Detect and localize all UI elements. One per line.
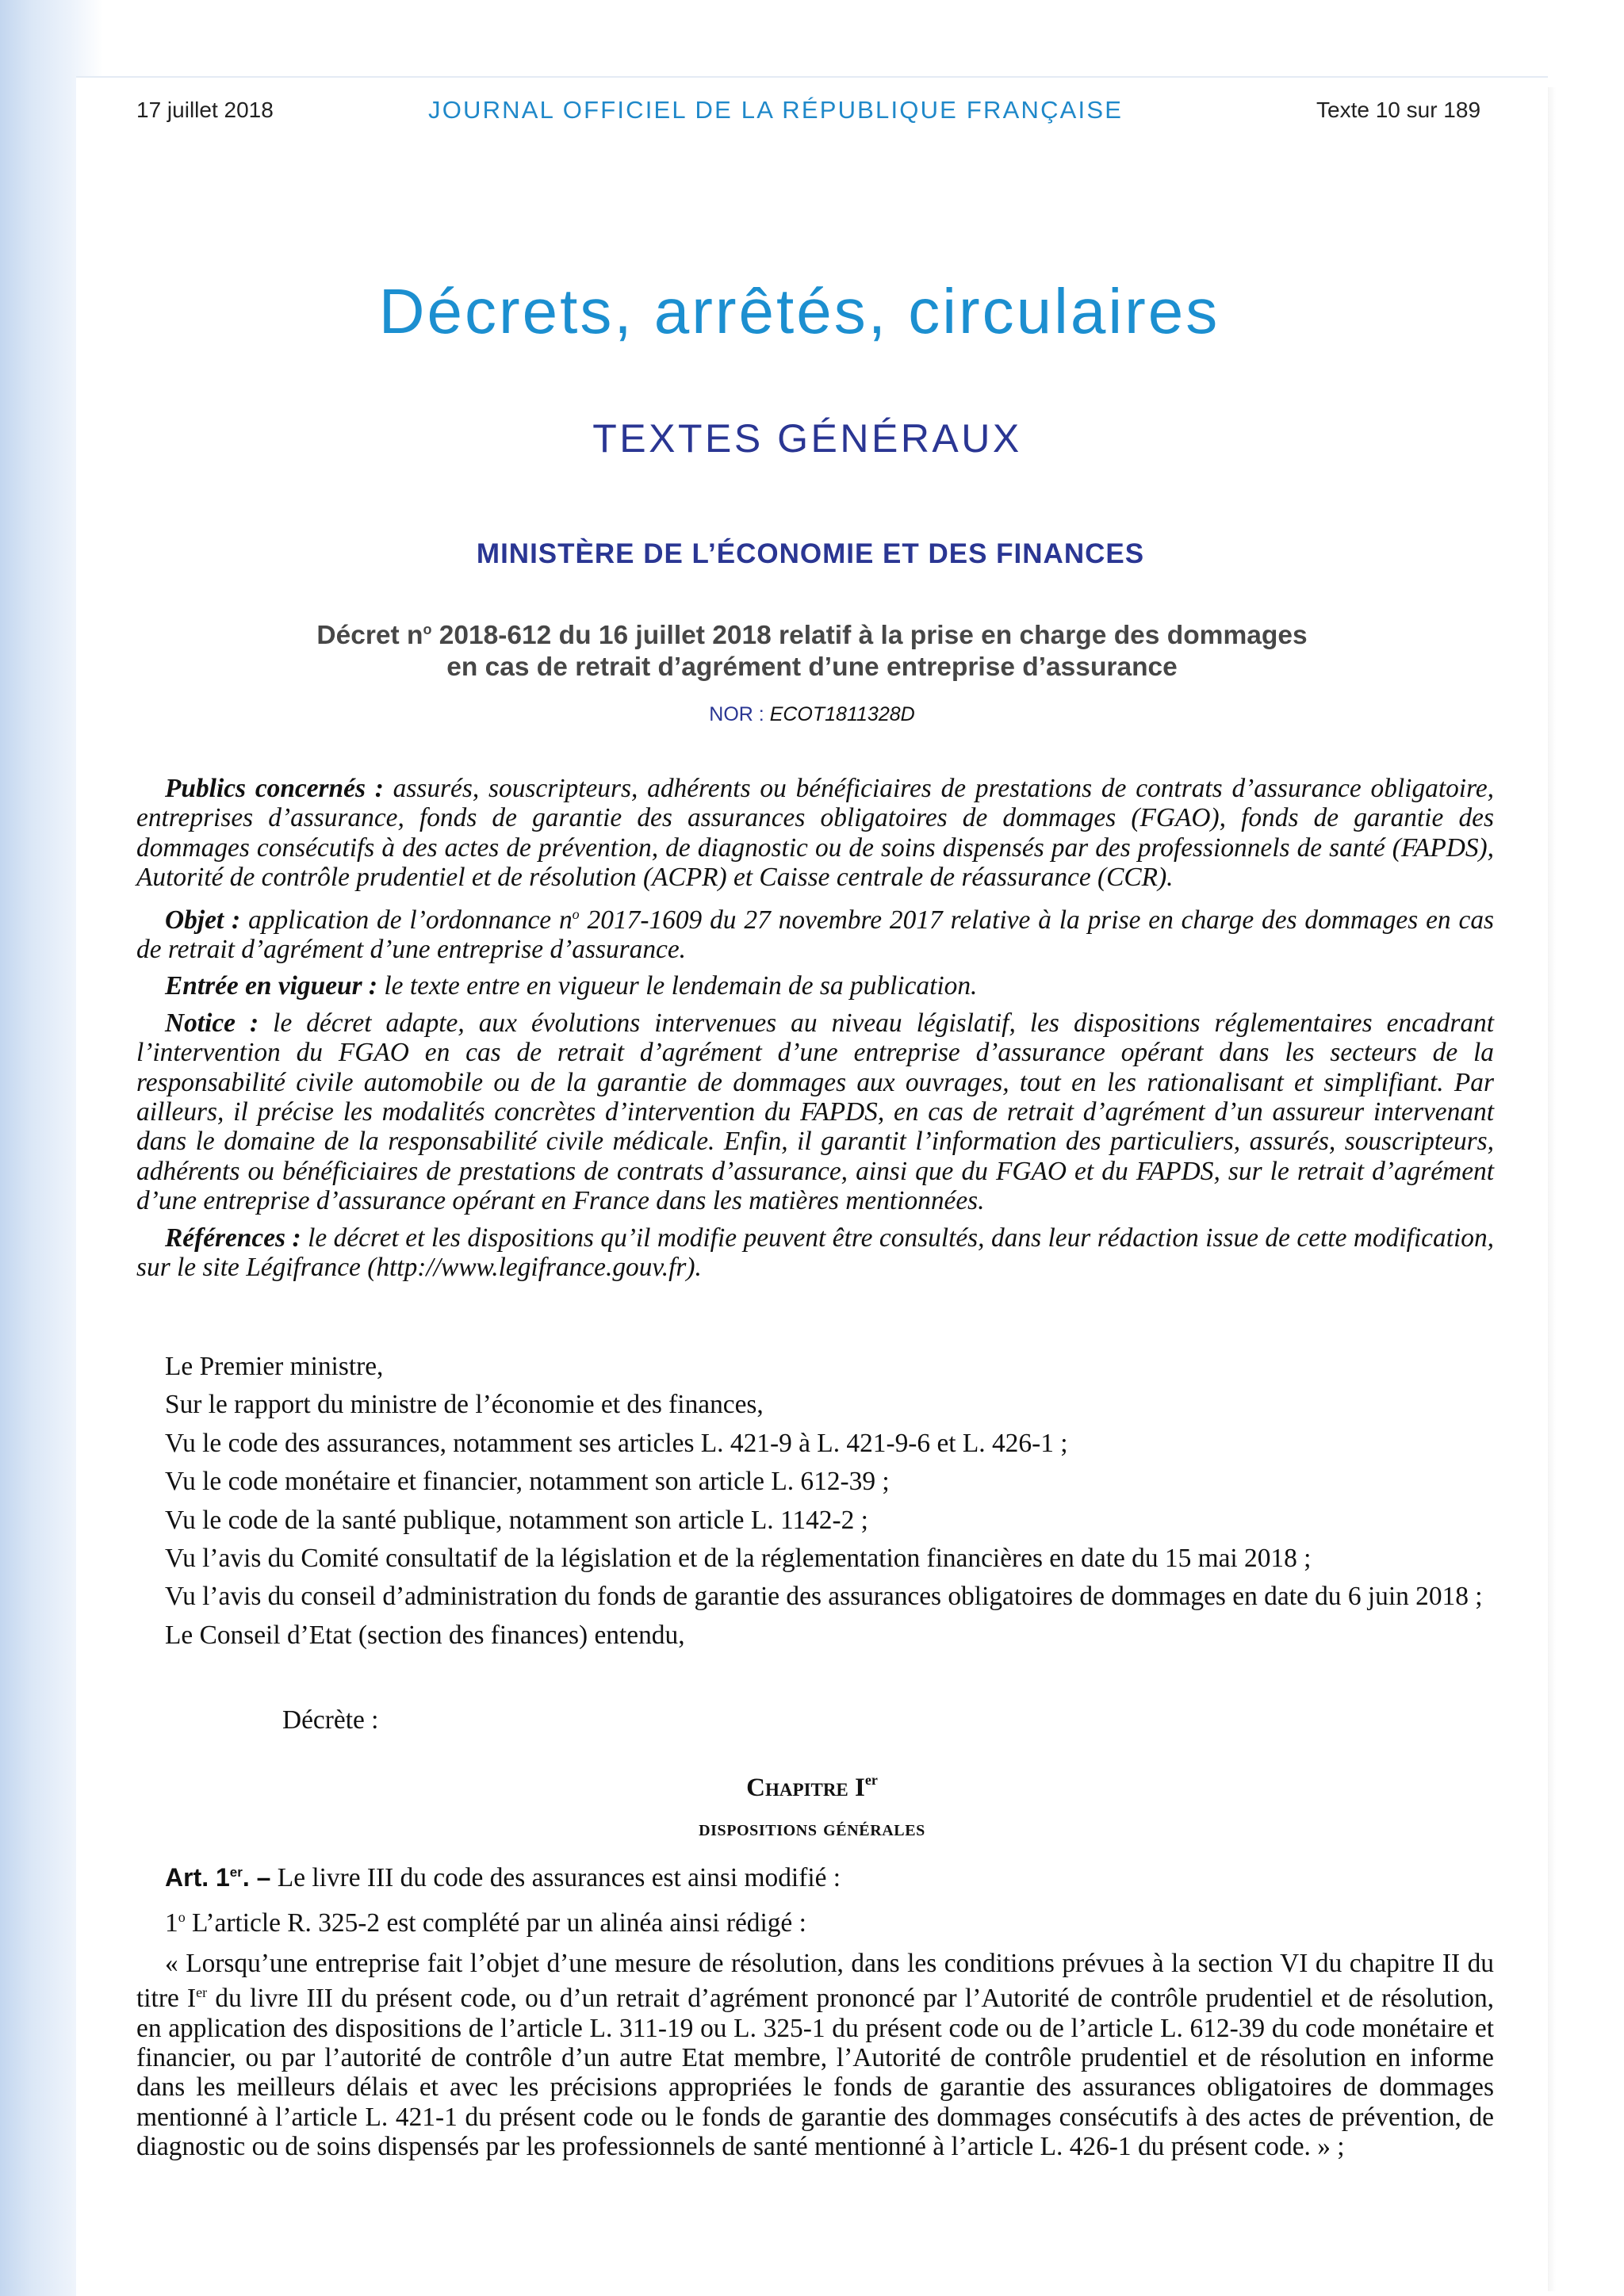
visa-paragraph: Vu l’avis du conseil d’administration du fonds de garantie des assurances obligatoires de dommages en date du 6 juin 2018 ; (165, 1582, 1483, 1612)
article-1 (136, 1858, 1494, 2172)
decree-title-prefix: Décret n (316, 621, 423, 650)
decree-title (0, 614, 1624, 683)
visa-paragraph: Le Premier ministre, (165, 1352, 384, 1381)
article-1-quote-b: du livre III du présent code, ou d’un retrait d’agrément prononcé par l’Autorité de contrôle prudentiel et de résolution, en application des dispositions de l’article L. 311-19 ou L. 325-1 du présent code ou de l’article L. 612-39 du code monétaire et financier, ou par l’autorité de contrôle d’un autre Etat membre, l’Autorité de contrôle prudentiel et de résolution en informe dans les meilleurs délais et avec les précisions appropriées le fonds de garantie des assurances obligatoires de dommages mentionné à l’article L. 421-1 du présent code ou le fonds de garantie des dommages consécutifs à des actes de prévention, de diagnostic ou de soins dispensés par les professionnels de santé mentionné à l’article L. 426-1 du présent code. » ; (136, 1984, 1494, 2162)
summary-objet-label: Objet : (165, 905, 241, 935)
summary-entree (136, 971, 1494, 1001)
decree-summary (136, 774, 1494, 1290)
visa-paragraph: Le Conseil d’Etat (section des finances) entendu, (165, 1620, 685, 1650)
article-1-intro (136, 1858, 1494, 1892)
summary-publics-label: Publics concernés : (165, 774, 384, 803)
header-text-number: Texte 10 sur 189 (1316, 98, 1481, 122)
section-title-text: Décrets, arrêtés, circulaires (378, 276, 1220, 346)
article-1-item (136, 1903, 1494, 1938)
ministry-heading-text: MINISTÈRE DE L’ÉCONOMIE ET DES FINANCES (476, 538, 1145, 569)
visa-paragraph: Vu le code de la santé publique, notamment son article L. 1142-2 ; (165, 1505, 868, 1535)
ministry-heading (0, 538, 1624, 571)
summary-notice (136, 1008, 1494, 1216)
decree-title-line-2: en cas de retrait d’agrément d’une entreprise d’assurance (446, 652, 1178, 682)
summary-entree-label: Entrée en vigueur : (165, 971, 378, 1001)
article-1-item-number: 1 (165, 1908, 178, 1938)
summary-notice-text: le décret adapte, aux évolutions intervenues au niveau législatif, les dispositions réglementaires encadrant l’intervention du FGAO en cas de retrait d’agrément d’une entreprise d’assurance opérant dans les secteurs de la responsabilité civile automobile ou de la garantie de dommages aux ouvrages, tout en les rationalisant et simplifiant. Par ailleurs, il précise les modalités concrètes d’intervention du FAPDS, en cas de retrait d’agrément d’un assureur intervenant dans le domaine de la responsabilité civile médicale. Enfin, il garantit l’information des particuliers, assurés, souscripteurs, adhérents ou bénéficiaires de prestations de contrats d’assurance, ainsi que du FGAO et du FAPDS, sur le retrait d’agrément d’une entreprise d’assurance opérant en France dans les matières mentionnées. (136, 1008, 1494, 1216)
summary-objet-text-a: application de l’ordonnance n (240, 905, 573, 935)
header-date: 17 juillet 2018 (136, 98, 274, 122)
nor-reference (0, 702, 1624, 726)
article-1-label-text: Art. 1 (165, 1863, 230, 1892)
visa-paragraph: Sur le rapport du ministre de l’économie et des finances, (165, 1390, 764, 1420)
chapter-label: Chapitre I (746, 1774, 865, 1802)
summary-objet (136, 900, 1494, 965)
article-1-quote-a: « Lorsqu’une entreprise fait l’objet d’une mesure de résolution, dans les conditions prévues à la section VI du chapitre II du titre I (136, 1948, 1494, 2014)
page-top-edge (76, 76, 1548, 78)
nor-value: ECOT1811328D (769, 703, 915, 725)
decree-title-sup: o (423, 622, 432, 637)
article-1-quote-sup: er (196, 1984, 208, 2001)
article-1-intro-text: Le livre III du code des assurances est ainsi modifié : (270, 1863, 841, 1892)
article-1-label-sup: er (229, 1865, 243, 1880)
article-1-label (165, 1863, 270, 1892)
visa-paragraph: Vu le code des assurances, notamment ses articles L. 421-9 à L. 421-9-6 et L. 426-1 ; (165, 1428, 1068, 1458)
summary-notice-label: Notice : (165, 1008, 259, 1038)
article-1-item-text: L’article R. 325-2 est complété par un alinéa ainsi rédigé : (185, 1908, 806, 1938)
visa-paragraph: Vu le code monétaire et financier, notamment son article L. 612-39 ; (165, 1467, 890, 1497)
header-journal-title: JOURNAL OFFICIEL DE LA RÉPUBLIQUE FRANÇAISE (428, 96, 1124, 124)
summary-objet-sup: o (572, 905, 580, 922)
article-1-quote (136, 1949, 1494, 2162)
subsection-title (0, 415, 1624, 462)
summary-publics (136, 774, 1494, 893)
section-title (0, 274, 1624, 350)
article-1-item-sup: o (178, 1909, 186, 1926)
article-1-label-suffix: . – (242, 1863, 271, 1892)
decree-title-rest: 2018-612 du 16 juillet 2018 relatif à la prise en charge des dommages (431, 621, 1308, 650)
summary-publics-text: assurés, souscripteurs, adhérents ou bénéficiaires de prestations de contrats d’assurance obligatoire, entreprises d’assurance, fonds de garantie des assurances obligatoires de dommages (FGAO), fonds de garantie des dommages consécutifs à des actes de prévention, de diagnostic ou de soins dispensés par des professionnels de santé (FAPDS), Autorité de contrôle prudentiel et de résolution (ACPR) et Caisse centrale de réassurance (CCR). (136, 774, 1495, 893)
summary-references-label: Références : (165, 1223, 301, 1253)
subsection-title-text: TEXTES GÉNÉRAUX (592, 416, 1022, 461)
visas-list (136, 1352, 1494, 1659)
summary-references-text: le décret et les dispositions qu’il modifie peuvent être consultés, dans leur rédaction issue de cette modification, sur le site Légifrance (http://www.legifrance.gouv.fr). (136, 1223, 1494, 1283)
summary-entree-text: le texte entre en vigueur le lendemain de sa publication. (377, 971, 978, 1001)
chapter-heading (0, 1764, 1624, 1804)
summary-objet-text-b: 2017-1609 du 27 novembre 2017 relative à la prise en charge des dommages en cas de retrait d’agrément d’une entreprise d’assurance. (136, 905, 1495, 965)
summary-references (136, 1223, 1494, 1283)
chapter-subtitle: dispositions générales (699, 1816, 925, 1841)
decrete-heading: Décrète : (282, 1705, 379, 1735)
nor-label: NOR : (709, 703, 770, 725)
chapter-label-sup: er (864, 1772, 878, 1788)
visa-paragraph: Vu l’avis du Comité consultatif de la législation et de la réglementation financières en date du 15 mai 2018 ; (165, 1544, 1312, 1574)
decree-title-line-1 (0, 614, 1624, 652)
